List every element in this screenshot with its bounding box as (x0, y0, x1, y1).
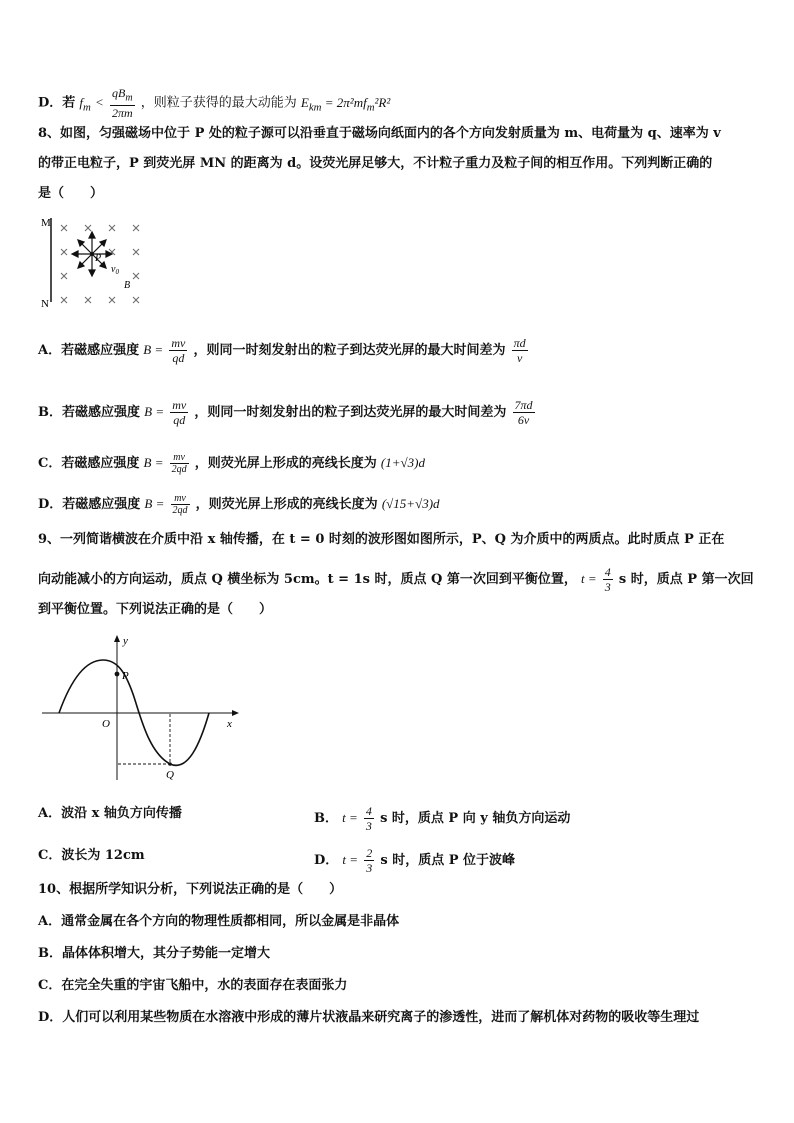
q8-option-c (38, 452, 425, 475)
q8-option-d-b: B = (144, 496, 165, 511)
q10-stem: 10、根据所学知识分析，下列说法正确的是（ ） (38, 882, 343, 897)
q9-stem-line3: 到平衡位置。下列说法正确的是（ ） (38, 602, 273, 617)
q9-stem-fraction: $\frac{4}{3}$ (604, 565, 611, 594)
q8-fig-label-p: P (95, 253, 102, 264)
q8-option-a (38, 336, 530, 365)
q9-stem-line2 (38, 565, 754, 594)
q8-option-b-fraction: $\frac{mv}{qd}$ (172, 398, 187, 427)
q8-option-c-fraction: $\frac{mv}{2qd}$ (171, 452, 187, 475)
q8-option-b-b: B = (144, 404, 165, 419)
q9-stem-line1: 9、一列简谐横波在介质中沿 x 轴传播，在 t = 0 时刻的波形图如图所示，P、Q 为介质中的两质点。此时质点 P 正在 (38, 532, 725, 547)
q8-option-d-mid: ，则荧光屏上形成的亮线长度为 (195, 497, 378, 512)
q8-option-c-label: C．若磁感应强度 (38, 456, 140, 471)
q9-option-b-fraction: $\frac{4}{3}$ (365, 804, 372, 833)
q9-fig-label-q: Q (166, 769, 174, 781)
q8-option-a-result: $\frac{\pi d}{v}$ (513, 336, 526, 365)
q7-cond-lt: < (95, 94, 104, 110)
q9-option-b-tail: s 时，质点 P 向 y 轴负方向运动 (380, 811, 571, 826)
q7-energy-expr: $E_{km} = 2\pi^2mf_m^2R^2$ (300, 94, 391, 114)
q8-stem-line3: 是（ ） (38, 186, 104, 201)
q8-option-d-result: (√15+√3)d (381, 496, 440, 511)
q9-option-b-prefix: B． (314, 811, 338, 826)
q8-option-b-label: B．若磁感应强度 (38, 405, 140, 420)
q7-option-d-mid: ，则粒子获得的最大动能为 (140, 95, 297, 111)
q8-field-crosses (61, 225, 139, 303)
q8-stem-line1: 8、如图，匀强磁场中位于 P 处的粒子源可以沿垂直于磁场向纸面内的各个方向发射质量为 m、电荷量为 q、速率为 v (38, 126, 721, 141)
q8-particle-source-dot (90, 252, 94, 256)
q9-option-c: C．波长为 12cm (38, 848, 145, 863)
q8-option-a-mid: ，则同一时刻发射出的粒子到达荧光屏的最大时间差为 (193, 343, 506, 358)
q8-option-c-mid: ，则荧光屏上形成的亮线长度为 (194, 456, 377, 471)
q8-option-b-mid: ，则同一时刻发射出的粒子到达荧光屏的最大时间差为 (194, 405, 507, 420)
q9-stem-t: t = (580, 571, 597, 586)
q9-option-d-t: t = (342, 852, 359, 867)
q8-option-c-b: B = (143, 455, 164, 470)
q10-option-c: C．在完全失重的宇宙飞船中，水的表面存在表面张力 (38, 978, 348, 993)
q9-option-b (314, 804, 570, 833)
q9-fig-label-x: x (227, 718, 232, 730)
q8-option-c-result: (1+√3)d (380, 455, 425, 470)
q8-option-b-result: $\frac{7\pi d}{6v}$ (514, 398, 533, 427)
q10-option-b: B．晶体体积增大，其分子势能一定增大 (38, 946, 270, 961)
q9-option-d-fraction: $\frac{2}{3}$ (366, 846, 373, 875)
q9-fig-label-p: P (122, 670, 129, 682)
q9-wave-figure (38, 632, 248, 782)
q8-fig-label-v0: $v_0$ (111, 264, 119, 276)
q9-option-d (314, 846, 515, 875)
q8-option-a-label: A．若磁感应强度 (38, 343, 140, 358)
q8-option-a-b: B = (143, 342, 164, 357)
q9-fig-label-o: O (102, 718, 110, 730)
q9-option-d-tail: s 时，质点 P 位于波峰 (380, 853, 516, 868)
q8-stem-line2: 的带正电粒子，P 到荧光屏 MN 的距离为 d。设荧光屏足够大，不计粒子重力及粒子间的相互作用。下列判断正确的 (38, 156, 713, 171)
q8-option-b (38, 398, 537, 427)
q10-option-a: A．通常金属在各个方向的物理性质都相同，所以金属是非晶体 (38, 914, 400, 929)
q8-magnetic-field-figure (38, 212, 158, 312)
q8-option-d (38, 493, 440, 516)
q7-cond-fraction: $\frac{qB_m}{2\pi m}$ (111, 86, 133, 121)
q8-fig-label-n: N (41, 298, 49, 310)
q9-option-b-t: t = (342, 810, 358, 825)
q7-cond-lhs: $f_m$ (79, 94, 91, 114)
q9-fig-label-y: y (123, 635, 128, 647)
q7-option-d (38, 86, 390, 120)
q8-option-d-fraction: $\frac{mv}{2qd}$ (172, 493, 188, 516)
q9-option-a: A．波沿 x 轴负方向传播 (38, 806, 182, 821)
q9-stem-line2b: s 时，质点 P 第一次回 (618, 572, 754, 587)
q8-fig-label-m: M (41, 217, 51, 229)
q8-option-d-label: D．若磁感应强度 (38, 497, 141, 512)
q8-option-a-fraction: $\frac{mv}{qd}$ (171, 336, 186, 365)
q9-point-q (168, 762, 172, 766)
q9-point-p (115, 672, 120, 677)
q7-option-d-prefix: D．若 (38, 95, 76, 111)
q9-option-d-prefix: D． (314, 853, 339, 868)
q10-option-d: D．人们可以利用某些物质在水溶液中形成的薄片状液晶来研究离子的渗透性，进而了解机体对药物的吸收等生理过 (38, 1010, 700, 1025)
q8-fig-label-b: B (124, 280, 131, 291)
q9-stem-line2a: 向动能减小的方向运动，质点 Q 横坐标为 5cm。t = 1s 时，质点 Q 第一次回到平衡位置， (38, 572, 577, 587)
